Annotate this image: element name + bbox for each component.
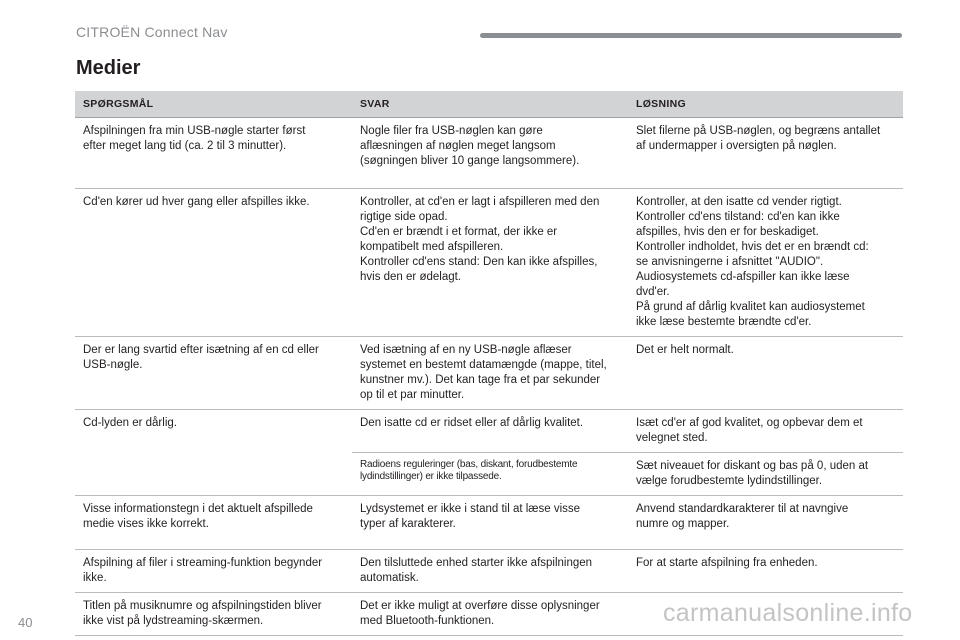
text-line: typer af karakterer. (360, 518, 456, 530)
text-line: Isæt cd'er af god kvalitet, og opbevar dem et (636, 417, 863, 429)
text-line: Afspilningen fra min USB-nøgle starter først (83, 125, 306, 137)
page-number: 40 (18, 615, 33, 630)
text-line: vælge forudbestemte lydindstillinger. (636, 475, 823, 487)
text-line: Sæt niveauet for diskant og bas på 0, uden at (636, 460, 869, 472)
question-cell (75, 189, 352, 337)
text-line: For at starte afspilning fra enheden. (636, 557, 818, 569)
table-row (75, 118, 903, 189)
manual-title: CITROËN Connect Nav (76, 24, 228, 40)
column-header-answer: SVAR (352, 91, 628, 118)
text-line: Kontroller, at den isatte cd vender rigtigt. (636, 196, 842, 208)
text-line: Der er lang svartid efter isætning af en cd eller (83, 344, 319, 356)
text-line: Den tilsluttede enhed starter ikke afspilningen (360, 557, 593, 569)
table-header-row (75, 91, 903, 118)
table-row (75, 496, 903, 550)
troubleshooting-table (75, 91, 903, 636)
text-line: Titlen på musiknumre og afspilningstiden bliver (83, 600, 322, 612)
page-heading: Medier (76, 57, 141, 79)
watermark-text: carmanualsonline.info (663, 599, 913, 627)
question-cell (75, 496, 352, 550)
text-line: velegnet sted. (636, 432, 708, 444)
text-line: Nogle filer fra USB-nøglen kan gøre (360, 125, 543, 137)
table-row (75, 410, 903, 453)
text-line: automatisk. (360, 572, 419, 584)
question-cell (75, 550, 352, 593)
text-line: Den isatte cd er ridset eller af dårlig kvalitet. (360, 417, 584, 429)
text-line: aflæsningen af nøglen meget langsom (360, 140, 556, 152)
column-header-solution: LØSNING (628, 91, 903, 118)
text-line: Anvend standardkarakterer til at navngive (636, 503, 849, 515)
text-line: Det er helt normalt. (636, 344, 734, 356)
answer-cell (352, 593, 628, 636)
text-line: medie vises ikke korrekt. (83, 518, 209, 530)
solution-cell (628, 550, 903, 593)
text-line: ikke. (83, 572, 107, 584)
text-line: se anvisningerne i afsnittet "AUDIO". (636, 256, 824, 268)
text-line: op til et par minutter. (360, 389, 465, 401)
text-line: Kontroller indholdet, hvis det er en brændt cd: (636, 241, 869, 253)
solution-cell (628, 189, 903, 337)
question-cell (75, 593, 352, 636)
text-line: Audiosystemets cd-afspiller kan ikke læse (636, 271, 850, 283)
text-line: rigtige side opad. (360, 211, 448, 223)
answer-cell (352, 337, 628, 410)
text-line: Slet filerne på USB-nøglen, og begræns antallet (636, 125, 881, 137)
text-line: kompatibelt med afspilleren. (360, 241, 504, 253)
text-line: kunstner mv.). Det kan tage fra et par sekunder (360, 374, 601, 386)
text-line: dvd'er. (636, 286, 670, 298)
solution-cell (628, 118, 903, 189)
column-header-question: SPØRGSMÅL (75, 91, 352, 118)
answer-cell (352, 550, 628, 593)
text-line: (søgningen bliver 10 gange langsommere). (360, 155, 580, 167)
text-line: Kontroller, at cd'en er lagt i afspilleren med den (360, 196, 600, 208)
solution-cell (628, 410, 903, 453)
text-line: Cd'en er brændt i et format, der ikke er (360, 226, 558, 238)
text-line: Cd'en kører ud hver gang eller afspilles ikke. (83, 196, 310, 208)
text-line: Afspilning af filer i streaming-funktion begynder (83, 557, 323, 569)
text-line: ikke læse bestemte brændte cd'er. (636, 316, 812, 328)
answer-cell (352, 496, 628, 550)
text-line: Cd-lyden er dårlig. (83, 417, 177, 429)
question-cell (75, 118, 352, 189)
text-line: På grund af dårlig kvalitet kan audiosystemet (636, 301, 865, 313)
table-row (75, 189, 903, 337)
answer-cell (352, 118, 628, 189)
solution-cell (628, 496, 903, 550)
text-line: systemet en bestemt datamængde (mappe, titel, (360, 359, 607, 371)
text-line: Det er ikke muligt at overføre disse oplysninger (360, 600, 600, 612)
table-row (75, 337, 903, 410)
answer-cell (352, 453, 628, 496)
text-line: numre og mapper. (636, 518, 730, 530)
text-line: ikke vist på lydstreaming-skærmen. (83, 615, 264, 627)
text-line: efter meget lang tid (ca. 2 til 3 minutter). (83, 140, 287, 152)
text-line: Visse informationstegn i det aktuelt afspillede (83, 503, 313, 515)
text-line: af undermapper i oversigten på nøglen. (636, 140, 837, 152)
answer-cell (352, 189, 628, 337)
text-line: Radioens reguleringer (bas, diskant, forudbestemte (360, 459, 578, 470)
text-line: med Bluetooth-funktionen. (360, 615, 495, 627)
text-line: USB-nøgle. (83, 359, 143, 371)
text-line: afspilles, hvis den er for beskadiget. (636, 226, 819, 238)
text-line: Ved isætning af en ny USB-nøgle aflæser (360, 344, 572, 356)
text-line: Kontroller cd'ens tilstand: cd'en kan ikke (636, 211, 840, 223)
answer-cell (352, 410, 628, 453)
solution-cell (628, 337, 903, 410)
text-line: hvis den er ødelagt. (360, 271, 462, 283)
text-line: lydindstillinger) er ikke tilpassede. (360, 471, 502, 482)
question-cell (75, 410, 352, 496)
text-line: Kontroller cd'ens stand: Den kan ikke afspilles, (360, 256, 598, 268)
table-row (75, 550, 903, 593)
question-cell (75, 337, 352, 410)
text-line: Lydsystemet er ikke i stand til at læse visse (360, 503, 581, 515)
header-rule (480, 33, 902, 38)
solution-cell (628, 453, 903, 496)
